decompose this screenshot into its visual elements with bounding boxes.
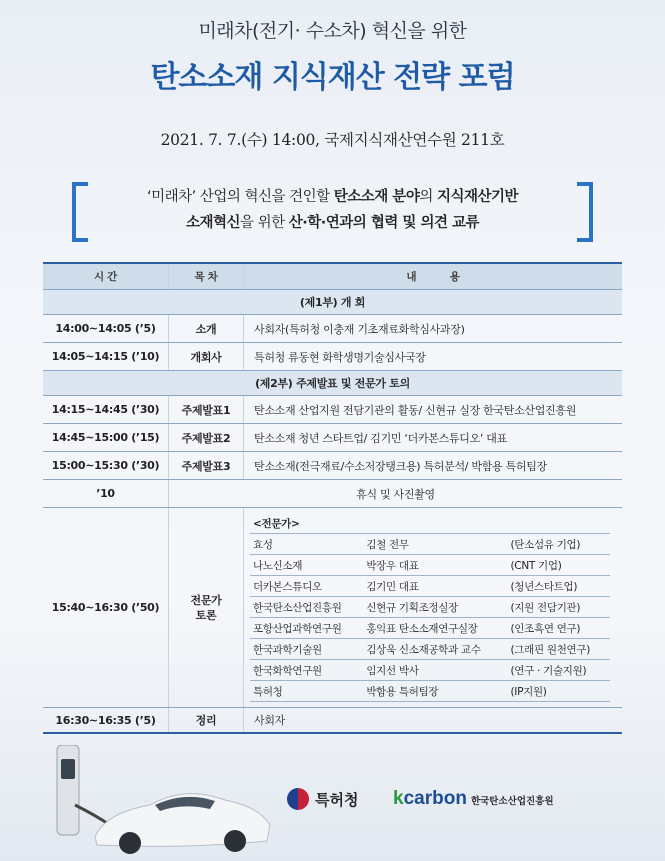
row-item: 개회사 xyxy=(169,343,244,371)
expert-org: 나노신소재 xyxy=(250,555,363,576)
expert-org: 더카본스튜디오 xyxy=(250,576,363,597)
expert-row xyxy=(250,618,610,639)
expert-org: 특허청 xyxy=(250,681,363,702)
expert-heading: <전문가> xyxy=(250,513,610,534)
expert-name: 박함용 특허팀장 xyxy=(363,681,507,702)
closing-time: 16:30~16:35 (’5) xyxy=(43,708,169,734)
expert-name: 홍익표 탄소소재연구실장 xyxy=(363,618,507,639)
row-content: 탄소소재 산업지원 전담기관의 활동/ 신현규 실장 한국탄소산업진흥원 xyxy=(244,396,623,424)
event-title: 탄소소재 지식재산 전략 포럼 xyxy=(150,60,515,95)
table-row xyxy=(43,452,622,480)
section-title: (제1부) 개 회 xyxy=(43,290,622,315)
expert-name: 신현규 기획조정실장 xyxy=(363,597,507,618)
section-title: (제2부) 주제발표 및 전문가 토의 xyxy=(43,371,622,396)
expert-note: (그래핀 원천연구) xyxy=(508,639,611,660)
header-content: 내 용 xyxy=(244,263,623,290)
expert-note: (청년스타트업) xyxy=(508,576,611,597)
break-row xyxy=(43,480,622,508)
expert-row xyxy=(250,660,610,681)
expert-row xyxy=(250,555,610,576)
ev-car-illustration xyxy=(55,745,275,855)
row-item: 주제발표1 xyxy=(169,396,244,424)
car-wheel-front xyxy=(119,832,141,854)
panel-item: 전문가 토론 xyxy=(169,508,244,708)
kcarbon-org-name: 한국탄소산업진흥원 xyxy=(470,796,554,807)
table-row xyxy=(43,396,622,424)
kcarbon-word: carbon xyxy=(403,788,467,809)
expert-table xyxy=(250,513,610,702)
expert-note: (탄소섬유 기업) xyxy=(508,534,611,555)
expert-name: 김철 전무 xyxy=(363,534,507,555)
expert-row xyxy=(250,576,610,597)
expert-org: 한국과학기술원 xyxy=(250,639,363,660)
event-subtitle: 미래차(전기· 수소차) 혁신을 위한 xyxy=(198,20,467,42)
expert-note: (CNT 기업) xyxy=(508,555,611,576)
row-item: 주제발표2 xyxy=(169,424,244,452)
expert-name: 김상욱 신소재공학과 교수 xyxy=(363,639,507,660)
header-time: 시 간 xyxy=(43,263,169,290)
charger-station xyxy=(57,745,79,835)
expert-note: (IP지원) xyxy=(508,681,611,702)
closing-row xyxy=(43,708,622,734)
kcarbon-k: k xyxy=(393,788,404,809)
expert-note: (연구 · 기술지원) xyxy=(508,660,611,681)
panel-time: 15:40~16:30 (’50) xyxy=(43,508,169,708)
row-item: 소개 xyxy=(169,315,244,343)
row-content: 사회자(특허청 이충재 기초재료화학심사과장) xyxy=(244,315,623,343)
expert-note: (지원 전담기관) xyxy=(508,597,611,618)
expert-org: 포항산업과학연구원 xyxy=(250,618,363,639)
header-item: 목 차 xyxy=(169,263,244,290)
expert-name: 김기민 대표 xyxy=(363,576,507,597)
event-date-venue: 2021. 7. 7.(수) 14:00, 국제지식재산연수원 211호 xyxy=(160,131,505,149)
expert-note: (인조흑연 연구) xyxy=(508,618,611,639)
charger-cable xyxy=(75,805,110,825)
closing-content: 사회자 xyxy=(244,708,623,734)
expert-org: 한국화학연구원 xyxy=(250,660,363,681)
row-content: 탄소소재(전극재료/수소저장탱크용) 특허분석/ 박함용 특허팀장 xyxy=(244,452,623,480)
expert-name: 박장우 대표 xyxy=(363,555,507,576)
table-row xyxy=(43,315,622,343)
left-bracket xyxy=(72,182,88,242)
panel-row xyxy=(43,508,622,708)
right-bracket xyxy=(577,182,593,242)
expert-name: 임지선 박사 xyxy=(363,660,507,681)
schedule-table xyxy=(43,262,622,734)
break-time: ’10 xyxy=(43,480,169,508)
row-item: 주제발표3 xyxy=(169,452,244,480)
expert-row xyxy=(250,681,610,702)
kipo-emblem-icon xyxy=(287,788,309,810)
section-row xyxy=(43,290,622,315)
expert-row xyxy=(250,534,610,555)
expert-org: 한국탄소산업진흥원 xyxy=(250,597,363,618)
row-time: 14:15~14:45 (’30) xyxy=(43,396,169,424)
kipo-logo xyxy=(287,788,358,810)
row-content: 특허청 류동현 화학생명기술심사국장 xyxy=(244,343,623,371)
section-row xyxy=(43,371,622,396)
kipo-logo-text: 특허청 xyxy=(315,790,359,809)
row-time: 14:00~14:05 (’5) xyxy=(43,315,169,343)
charger-screen xyxy=(61,759,75,779)
car-wheel-rear xyxy=(224,830,246,852)
table-row xyxy=(43,343,622,371)
expert-row xyxy=(250,639,610,660)
expert-org: 효성 xyxy=(250,534,363,555)
row-time: 15:00~15:30 (’30) xyxy=(43,452,169,480)
row-time: 14:05~14:15 (’10) xyxy=(43,343,169,371)
expert-row xyxy=(250,597,610,618)
intro-text: ‘미래차’ 산업의 혁신을 견인할 탄소소재 분야의 지식재산기반 소재혁신을 위한 산·학·연과의 협력 및 의견 교류 xyxy=(146,189,518,231)
closing-item: 정리 xyxy=(169,708,244,734)
table-row xyxy=(43,424,622,452)
row-time: 14:45~15:00 (’15) xyxy=(43,424,169,452)
table-header-row xyxy=(43,263,622,290)
row-content: 탄소소재 청년 스타트업/ 김기민 ‘더카본스튜디오’ 대표 xyxy=(244,424,623,452)
break-content: 휴식 및 사진촬영 xyxy=(169,480,623,508)
kcarbon-logo xyxy=(393,788,554,810)
panel-content xyxy=(244,508,623,708)
